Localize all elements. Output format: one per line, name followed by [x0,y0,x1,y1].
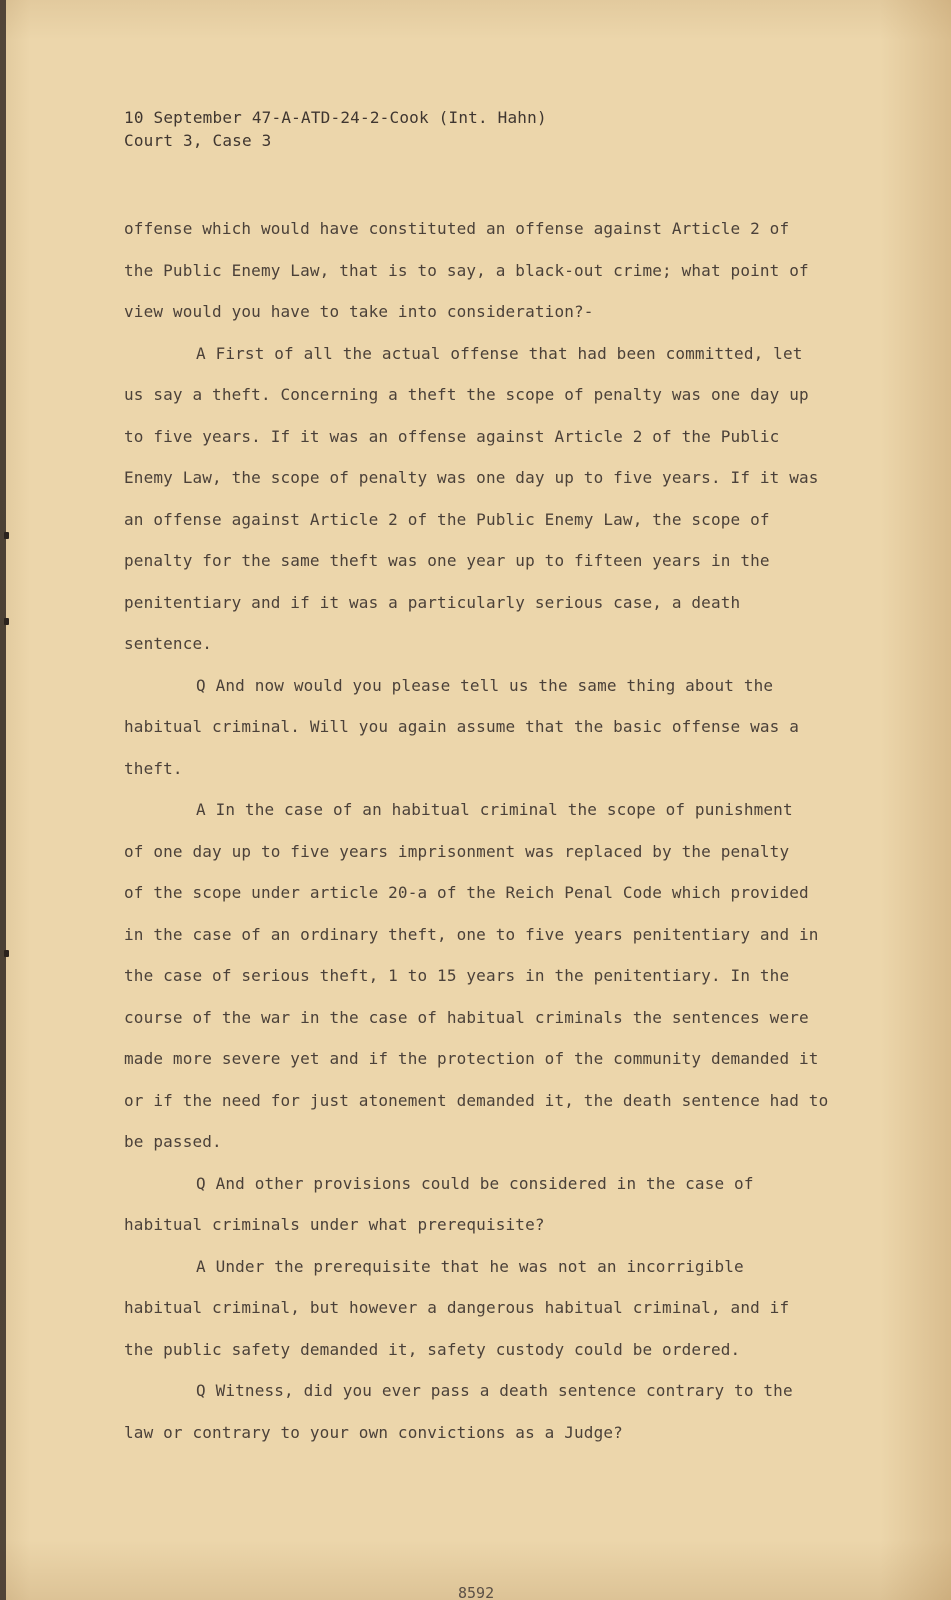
transcript-line: theft. [124,758,183,778]
binder-mark [4,532,9,539]
transcript-line: Q And other provisions could be considered in the case of [196,1173,754,1193]
transcript-line: penitentiary and if it was a particularly serious case, a death [124,592,741,612]
transcript-line: be passed. [124,1132,222,1151]
transcript-line: to five years. If it was an offense against Article 2 of the Public [124,426,780,446]
header-date-reference: 10 September 47-A-ATD-24-2-Cook (Int. Hahn) [124,108,547,127]
transcript-line: habitual criminals under what prerequisite? [124,1215,545,1234]
transcript-line: habitual criminal, but however a dangerous habitual criminal, and if [124,1298,790,1317]
document-header [124,106,547,152]
transcript-line: the case of serious theft, 1 to 15 years in the penitentiary. In the [124,966,790,985]
transcript-line: offense which would have constituted an offense against Article 2 of [124,219,790,238]
transcript-line: sentence. [124,634,213,653]
transcript-line: Q Witness, did you ever pass a death sentence contrary to the [196,1381,793,1400]
transcript-line: made more severe yet and if the protection of the community demanded it [124,1049,819,1068]
transcript-line: view would you have to take into consideration?- [124,302,594,321]
binding-edge [0,0,6,1600]
binder-mark [4,950,9,957]
transcript-line: course of the war in the case of habitual criminals the sentences were [124,1007,809,1027]
transcript-line: the Public Enemy Law, that is to say, a black-out crime; what point of [124,260,809,280]
transcript-line: in the case of an ordinary theft, one to five years penitentiary and in [124,924,819,944]
transcript-line: an offense against Article 2 of the Public Enemy Law, the scope of [124,509,770,529]
header-court-case: Court 3, Case 3 [124,131,272,150]
transcript-line: A In the case of an habitual criminal the scope of punishment [196,800,793,819]
transcript-line: of one day up to five years imprisonment was replaced by the penalty [124,841,790,861]
transcript-line: A First of all the actual offense that had been committed, let [196,343,803,363]
transcript-line: penalty for the same theft was one year up to fifteen years in the [124,551,770,570]
transcript-line: habitual criminal. Will you again assume that the basic offense was a [124,717,800,736]
transcript-line: the public safety demanded it, safety custody could be ordered. [124,1339,741,1359]
transcript-line: or if the need for just atonement demanded it, the death sentence had to [124,1090,829,1110]
transcript-line: us say a theft. Concerning a theft the scope of penalty was one day up [124,385,809,404]
binder-mark [4,618,9,625]
transcript-body [124,208,864,1453]
transcript-line: law or contrary to your own convictions as a Judge? [124,1422,623,1442]
page-number: 8592 [458,1584,495,1600]
transcript-line: of the scope under article 20-a of the Reich Penal Code which provided [124,883,809,902]
transcript-line: Enemy Law, the scope of penalty was one day up to five years. If it was [124,468,819,487]
transcript-line: Q And now would you please tell us the same thing about the [196,675,774,695]
transcript-line: A Under the prerequisite that he was not an incorrigible [196,1256,744,1276]
